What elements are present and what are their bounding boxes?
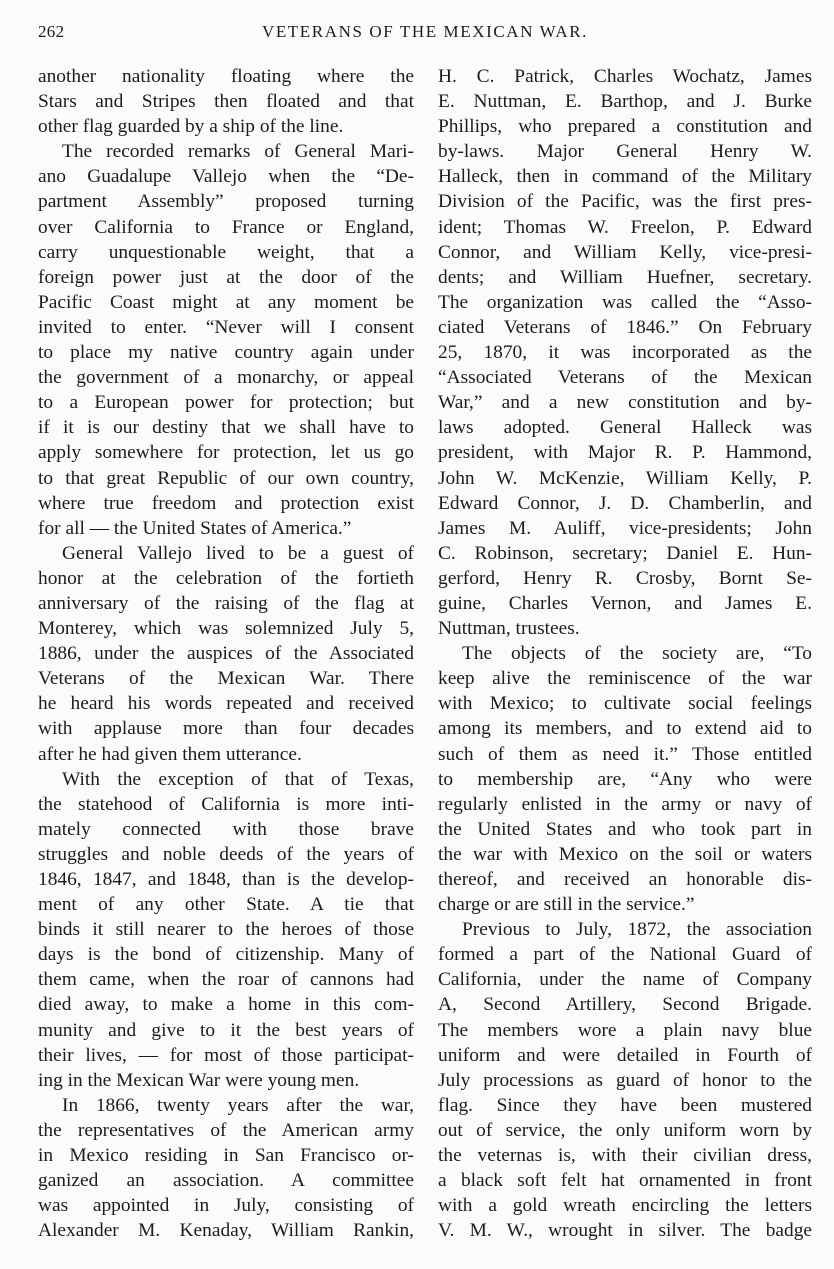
- text-line: invited to enter. “Never will I consent: [38, 316, 414, 338]
- text-line: days is the bond of citizenship. Many of: [38, 944, 414, 966]
- text-line: the United States and who took part in: [438, 818, 812, 840]
- left-column: [38, 64, 414, 1243]
- text-line: by-laws. Major General Henry W.: [438, 141, 812, 163]
- text-line: anniversary of the raising of the flag at: [38, 592, 414, 614]
- text-line: munity and give to it the best years of: [38, 1019, 414, 1041]
- text-line: E. Nuttman, E. Barthop, and J. Burke: [438, 91, 812, 113]
- text-line: the statehood of California is more inti-: [38, 793, 414, 815]
- text-line: ing in the Mexican War were young men.: [38, 1069, 360, 1091]
- text-line: V. M. W., wrought in silver. The badge: [438, 1220, 812, 1242]
- text-line: the government of a monarchy, or appeal: [38, 367, 414, 389]
- text-line: The organization was called the “Asso-: [438, 291, 812, 313]
- text-line: July processions as guard of honor to the: [438, 1069, 812, 1091]
- text-line: ganized an association. A committee: [38, 1170, 414, 1192]
- text-line: their lives, — for most of those participat-: [38, 1044, 414, 1066]
- text-line: 25, 1870, it was incorporated as the: [438, 342, 812, 364]
- text-line: War,” and a new constitution and by-: [438, 392, 812, 414]
- text-line: charge or are still in the service.”: [438, 894, 695, 916]
- text-line: with Mexico; to cultivate social feelings: [438, 693, 812, 715]
- text-line: carry unquestionable weight, that a: [38, 241, 414, 263]
- text-line: mately connected with those brave: [38, 818, 414, 840]
- text-line: Stars and Stripes then floated and that: [38, 91, 414, 113]
- text-line: 1846, 1847, and 1848, than is the develop-: [38, 869, 414, 890]
- text-line: ident; Thomas W. Freelon, P. Edward: [438, 216, 812, 238]
- text-line: A, Second Artillery, Second Brigade.: [438, 994, 812, 1016]
- text-line: dents; and William Huefner, secretary.: [438, 266, 812, 288]
- text-line: Previous to July, 1872, the association: [462, 919, 812, 941]
- running-head: VETERANS OF THE MEXICAN WAR.: [261, 22, 589, 41]
- text-line: to a European power for protection; but: [38, 392, 414, 414]
- text-line: to place my native country again under: [38, 342, 414, 364]
- text-line: among its members, and to extend aid to: [438, 718, 812, 740]
- text-line: Edward Connor, J. D. Chamberlin, and: [438, 492, 812, 514]
- text-line: flag. Since they have been mustered: [438, 1094, 812, 1116]
- text-line: was appointed in July, consisting of: [38, 1195, 414, 1217]
- text-line: 1886, under the auspices of the Associated: [38, 643, 414, 665]
- text-line: another nationality floating where the: [38, 66, 414, 87]
- text-line: keep alive the reminiscence of the war: [438, 668, 812, 690]
- text-line: John W. McKenzie, William Kelly, P.: [438, 467, 812, 489]
- text-line: ano Guadalupe Vallejo when the “De-: [38, 166, 414, 188]
- text-line: apply somewhere for protection, let us go: [38, 442, 414, 464]
- right-column: [438, 64, 812, 1243]
- text-line: them came, when the roar of cannons had: [38, 969, 414, 991]
- text-line: uniform and were detailed in Fourth of: [438, 1044, 812, 1066]
- text-line: with applause more than four decades: [38, 718, 414, 740]
- text-line: he heard his words repeated and received: [38, 693, 414, 715]
- text-line: after he had given them utterance.: [38, 743, 302, 765]
- text-line: Phillips, who prepared a constitution and: [438, 116, 812, 138]
- text-line: honor at the celebration of the fortieth: [38, 567, 414, 589]
- text-line: H. C. Patrick, Charles Wochatz, James: [438, 66, 812, 87]
- text-line: such of them as need it.” Those entitled: [438, 743, 812, 765]
- text-line: Veterans of the Mexican War. There: [38, 668, 414, 690]
- text-line: Nuttman, trustees.: [438, 618, 580, 640]
- text-line: struggles and noble deeds of the years of: [38, 843, 414, 865]
- text-line: Halleck, then in command of the Military: [438, 166, 812, 188]
- text-line: out of service, the only uniform worn by: [438, 1119, 812, 1141]
- text-line: to that great Republic of our own country,: [38, 467, 414, 489]
- page-header: [38, 20, 812, 46]
- text-line: where true freedom and protection exist: [38, 492, 414, 514]
- text-line: Connor, and William Kelly, vice-presi-: [438, 241, 812, 263]
- text-line: the veternas is, with their civilian dress,: [438, 1145, 812, 1167]
- text-line: died away, to make a home in this com-: [38, 994, 414, 1016]
- text-line: Division of the Pacific, was the first pres-: [438, 191, 812, 213]
- text-line: California, under the name of Company: [438, 969, 812, 991]
- text-line: gerford, Henry R. Crosby, Bornt Se-: [438, 567, 812, 589]
- text-line: guine, Charles Vernon, and James E.: [438, 592, 812, 614]
- text-line: The recorded remarks of General Mari-: [62, 141, 414, 163]
- text-line: C. Robinson, secretary; Daniel E. Hun-: [438, 542, 812, 564]
- page-number: 262: [38, 22, 65, 41]
- text-line: in Mexico residing in San Francisco or-: [38, 1145, 414, 1167]
- text-line: the representatives of the American army: [38, 1119, 414, 1141]
- text-line: for all — the United States of America.”: [38, 517, 352, 539]
- text-line: if it is our destiny that we shall have to: [38, 417, 414, 439]
- text-line: to membership are, “Any who were: [438, 768, 812, 790]
- text-line: In 1866, twenty years after the war,: [62, 1094, 414, 1116]
- text-line: Monterey, which was solemnized July 5,: [38, 618, 414, 640]
- text-line: thereof, and received an honorable dis-: [438, 869, 812, 890]
- text-line: a black soft felt hat ornamented in front: [438, 1170, 812, 1192]
- text-line: foreign power just at the door of the: [38, 266, 414, 288]
- text-line: binds it still nearer to the heroes of those: [38, 919, 414, 941]
- text-line: Alexander M. Kenaday, William Rankin,: [38, 1220, 414, 1242]
- text-line: regularly enlisted in the army or navy of: [438, 793, 812, 815]
- text-line: with a gold wreath encircling the letters: [438, 1195, 812, 1217]
- text-line: James M. Auliff, vice-presidents; John: [438, 517, 812, 539]
- text-line: president, with Major R. P. Hammond,: [438, 442, 812, 464]
- text-line: ment of any other State. A tie that: [38, 894, 414, 916]
- text-line: With the exception of that of Texas,: [62, 768, 414, 790]
- text-line: the war with Mexico on the soil or waters: [438, 843, 812, 865]
- text-line: over California to France or England,: [38, 216, 414, 238]
- text-line: formed a part of the National Guard of: [438, 944, 812, 966]
- text-line: General Vallejo lived to be a guest of: [62, 542, 414, 564]
- text-line: Pacific Coast might at any moment be: [38, 291, 414, 313]
- text-line: The members wore a plain navy blue: [438, 1019, 812, 1041]
- text-line: The objects of the society are, “To: [462, 643, 812, 665]
- text-line: laws adopted. General Halleck was: [438, 417, 812, 439]
- text-line: ciated Veterans of 1846.” On February: [438, 316, 812, 338]
- text-line: partment Assembly” proposed turning: [38, 191, 414, 213]
- text-line: other flag guarded by a ship of the line.: [38, 116, 344, 138]
- text-line: “Associated Veterans of the Mexican: [438, 367, 812, 389]
